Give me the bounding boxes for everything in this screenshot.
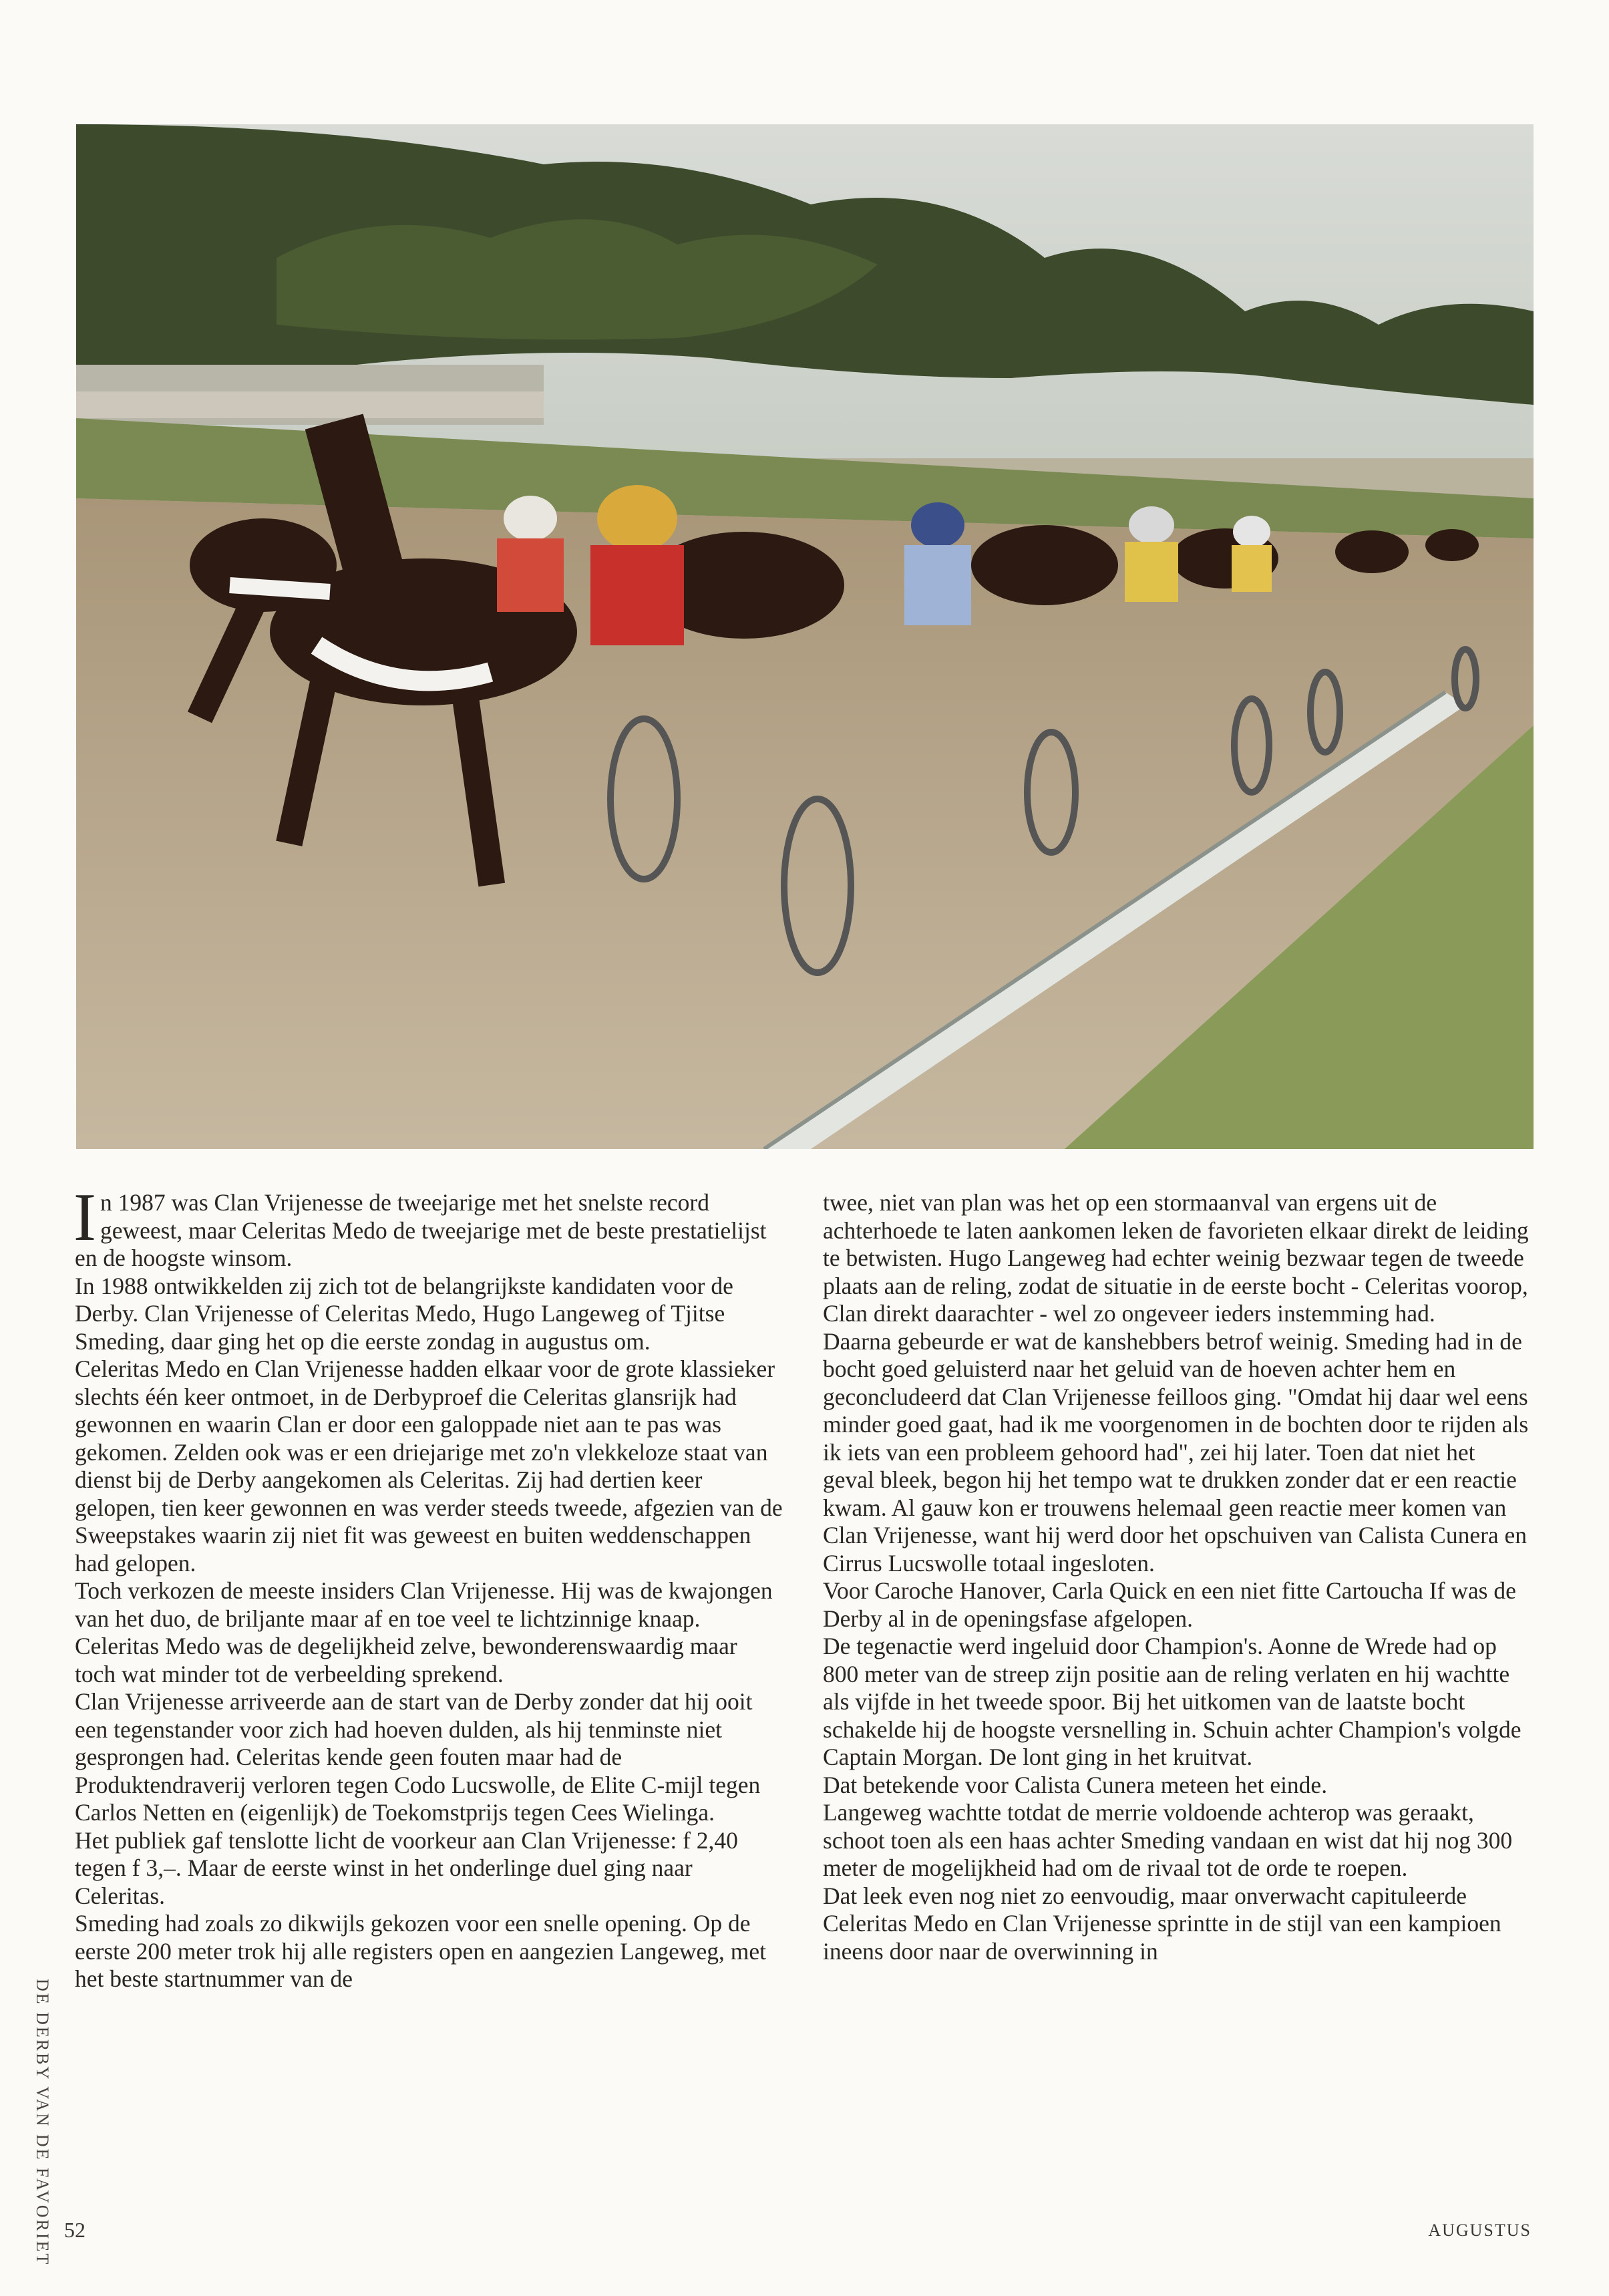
running-footer-month: AUGUSTUS bbox=[1428, 2221, 1532, 2240]
article-right-column bbox=[823, 1189, 1531, 1965]
race-photo bbox=[76, 124, 1534, 1149]
paragraph-14: Dat leek even nog niet zo eenvoudig, maar onverwacht capituleerde Celeritas Medo en Clan Vrijenesse sprintte in de stijl van een kampioen ineens door naar de overwinning in bbox=[823, 1882, 1501, 1965]
paragraph-13: Langeweg wachtte totdat de merrie voldoende achterop was geraakt, schoot toen als een haas achter Smeding vandaan en wist dat hij nog 300 meter de mogelijkheid had om de rivaal tot de orde te roepen. bbox=[823, 1799, 1513, 1881]
page-number: 52 bbox=[64, 2218, 85, 2242]
article-left-column bbox=[73, 1180, 783, 1993]
paragraph-6: Het publiek gaf tenslotte licht de voorkeur aan Clan Vrijenesse: f 2,40 tegen f 3,–. Maar de eerste winst in het onderlinge duel ging naar Celeritas. bbox=[75, 1826, 738, 1909]
paragraph-7: Smeding had zoals zo dikwijls gekozen voor een snelle opening. Op de eerste 200 meter trok hij alle registers open en aangezien Langeweg, met het beste startnummer van de bbox=[75, 1910, 766, 1992]
paragraph-12: Dat betekende voor Calista Cunera meteen het einde. bbox=[823, 1771, 1328, 1798]
paragraph-11: De tegenactie werd ingeluid door Champion's. Aonne de Wrede had op 800 meter van de streep zijn positie aan de reling verlaten en hij wachtte als vijfde in het tweede spoor. Bij het uitkomen van de laatste bocht schakelde hij de hoogste versnelling in. Schuin achter Champion's volgde Captain Morgan. De lont ging in het kruitvat. bbox=[823, 1633, 1522, 1770]
paragraph-3: Celeritas Medo en Clan Vrijenesse hadden elkaar voor de grote klassieker slechts één keer ontmoet, in de Derbyproef die Celeritas glansrijk had gewonnen en waarin Clan er door een galoppade niet aan te pas was gekomen. Zelden ook was er een driejarige met zo'n vlekkeloze staat van dienst bij de Derby aangekomen als Celeritas. Zij had dertien keer gelopen, tien keer gewonnen en was verder steeds tweede, afgezien van de Sweepstakes waarin zij niet fit was geweest en buiten weddenschappen had gelopen. bbox=[75, 1355, 783, 1577]
paragraph-1-text: n 1987 was Clan Vrijenesse de tweejarige met het snelste record geweest, maar Celeritas Medo de tweejarige met de beste prestatielijst en de hoogste winsom. bbox=[75, 1189, 767, 1271]
trotting-race-photo-icon bbox=[76, 124, 1534, 1149]
paragraph-1 bbox=[73, 1180, 783, 1273]
paragraph-5: Clan Vrijenesse arriveerde aan de start van de Derby zonder dat hij ooit een tegenstander voor zich had hoeven dulden, als hij tenminste niet gesprongen had. Celeritas kende geen fouten maar had de Produktendraverij verloren tegen Codo Lucswolle, de Elite C-mijl tegen Carlos Netten en (eigenlijk) de Toekomstprijs tegen Cees Wielinga. bbox=[75, 1688, 761, 1826]
drop-cap: I bbox=[73, 1180, 96, 1255]
paragraph-8: twee, niet van plan was het op een stormaanval van ergens uit de achterhoede te laten aankomen leken de favorieten elkaar direkt de leiding te betwisten. Hugo Langeweg had echter weinig bezwaar tegen de tweede plaats aan de reling, zodat de situatie in de eerste bocht - Celeritas voorop, Clan direkt daarachter - wel zo ongeveer ieders instemming had. bbox=[823, 1189, 1529, 1327]
paragraph-9: Daarna gebeurde er wat de kanshebbers betrof weinig. Smeding had in de bocht goed geluisterd naar het geluid van de hoeven achter hem en geconcludeerd dat Clan Vrijenesse feilloos ging. "Omdat hij daar wel eens minder goed gaat, had ik me voorgenomen in de bochten door te rijden als ik iets van een probleem gehoord had", zei hij later. Toen dat niet het geval bleek, begon hij het tempo wat te drukken zonder dat er een reactie kwam. Al gauw kon er trouwens helemaal geen reactie meer komen van Clan Vrijenesse, want hij werd door het opschuiven van Calista Cunera en Cirrus Lucswolle totaal ingesloten. bbox=[823, 1327, 1529, 1577]
paragraph-4: Toch verkozen de meeste insiders Clan Vrijenesse. Hij was de kwajongen van het duo, de briljante maar af en toe veel te lichtzinnige knaap. Celeritas Medo was de degelijkheid zelve, bewonderenswaardig maar toch wat minder tot de verbeelding sprekend. bbox=[75, 1577, 773, 1687]
paragraph-2: In 1988 ontwikkelden zij zich tot de belangrijkste kandidaten voor de Derby. Clan Vrijenesse of Celeritas Medo, Hugo Langeweg of Tjitse Smeding, daar ging het op die eerste zondag in augustus om. bbox=[75, 1272, 733, 1355]
paragraph-10: Voor Caroche Hanover, Carla Quick en een niet fitte Cartoucha If was de Derby al in de openingsfase afgelopen. bbox=[823, 1577, 1516, 1632]
side-caption: DE DERBY VAN DE FAVORIET bbox=[33, 1979, 52, 2267]
